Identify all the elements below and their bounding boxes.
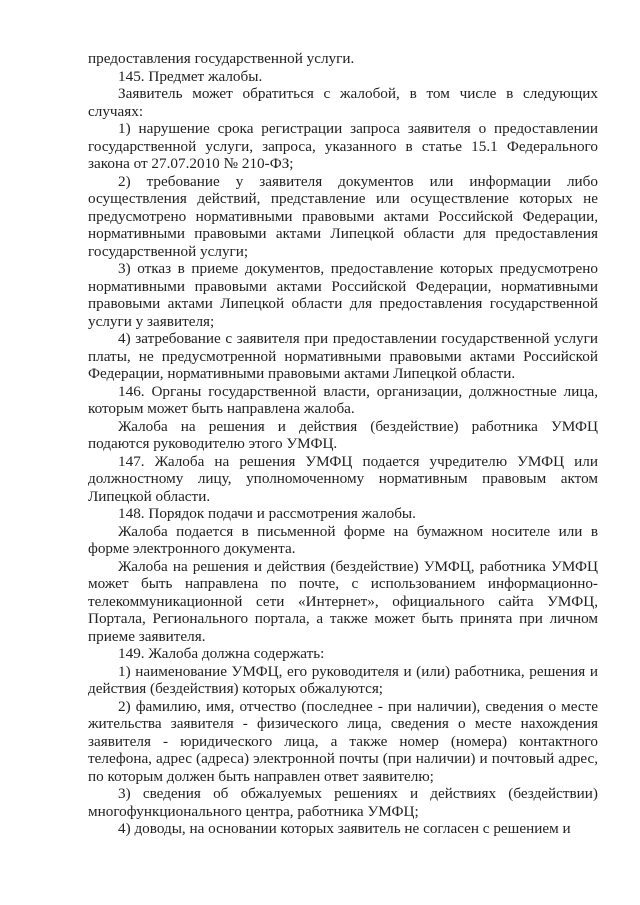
paragraph-case-2: 2) требование у заявителя документов или информации либо осуществления действий, представление или осуществление которых не предусмотрено нормативными правовыми актами Российской Федерации, нормативными правовыми актами Липецкой области для предоставления государственной услуги; bbox=[88, 172, 598, 260]
paragraph-148-form: Жалоба подается в письменной форме на бумажном носителе или в форме электронного документа. bbox=[88, 522, 598, 557]
paragraph-148-heading: 148. Порядок подачи и рассмотрения жалобы. bbox=[118, 505, 416, 522]
paragraph-149-item-1: 1) наименование УМФЦ, его руководителя и (или) работника, решения и действия (бездействия) которых обжалуются; bbox=[88, 662, 598, 697]
paragraph-case-4: 4) затребование с заявителя при предоставлении государственной услуги платы, не предусмотренной нормативными правовыми актами Российской Федерации, нормативными правовыми актами Липецкой области. bbox=[88, 330, 598, 382]
paragraph-146-detail: Жалоба на решения и действия (бездействие) работника УМФЦ подаются руководителю этого УМФЦ. bbox=[88, 417, 598, 452]
paragraph-149-item-4: 4) доводы, на основании которых заявитель не согласен с решением и bbox=[118, 820, 571, 837]
paragraph-148-channels: Жалоба на решения и действия (бездействие) УМФЦ, работника УМФЦ может быть направлена по почте, с использованием информационно-телекоммуникационной сети «Интернет», официального сайта УМФЦ, Портала, Регионального портала, а также может быть принята при личном приеме заявителя. bbox=[88, 557, 598, 645]
paragraph-complaint-cases: Заявитель может обратиться с жалобой, в том числе в следующих случаях: bbox=[88, 85, 598, 120]
document-page bbox=[88, 50, 598, 838]
paragraph-146: 146. Органы государственной власти, организации, должностные лица, которым может быть направлена жалоба. bbox=[88, 382, 598, 417]
paragraph-149-item-2: 2) фамилию, имя, отчество (последнее - при наличии), сведения о месте жительства заявителя - физического лица, сведения о месте нахождения заявителя - юридического лица, а также номер (номера) контактного телефона, адрес (адреса) электронной почты (при наличии) и почтовый адрес, по которым должен быть направлен ответ заявителю; bbox=[88, 697, 598, 785]
paragraph-case-3: 3) отказ в приеме документов, предоставление которых предусмотрено нормативными правовыми актами Российской Федерации, нормативными правовыми актами Липецкой области для предоставления государственной услуги у заявителя; bbox=[88, 260, 598, 330]
paragraph-147: 147. Жалоба на решения УМФЦ подается учредителю УМФЦ или должностному лицу, уполномоченному нормативным правовым актом Липецкой области. bbox=[88, 452, 598, 505]
paragraph-145-heading: 145. Предмет жалобы. bbox=[118, 67, 263, 85]
paragraph-149-heading: 149. Жалоба должна содержать: bbox=[118, 645, 325, 662]
paragraph-case-1: 1) нарушение срока регистрации запроса заявителя о предоставлении государственной услуги, запроса, указанного в статье 15.1 Федерального закона от 27.07.2010 № 210-ФЗ; bbox=[88, 120, 598, 172]
paragraph-149-item-3: 3) сведения об обжалуемых решениях и действиях (бездействии) многофункционального центра, работника УМФЦ; bbox=[88, 785, 598, 820]
paragraph-continuation: предоставления государственной услуги. bbox=[88, 50, 355, 67]
